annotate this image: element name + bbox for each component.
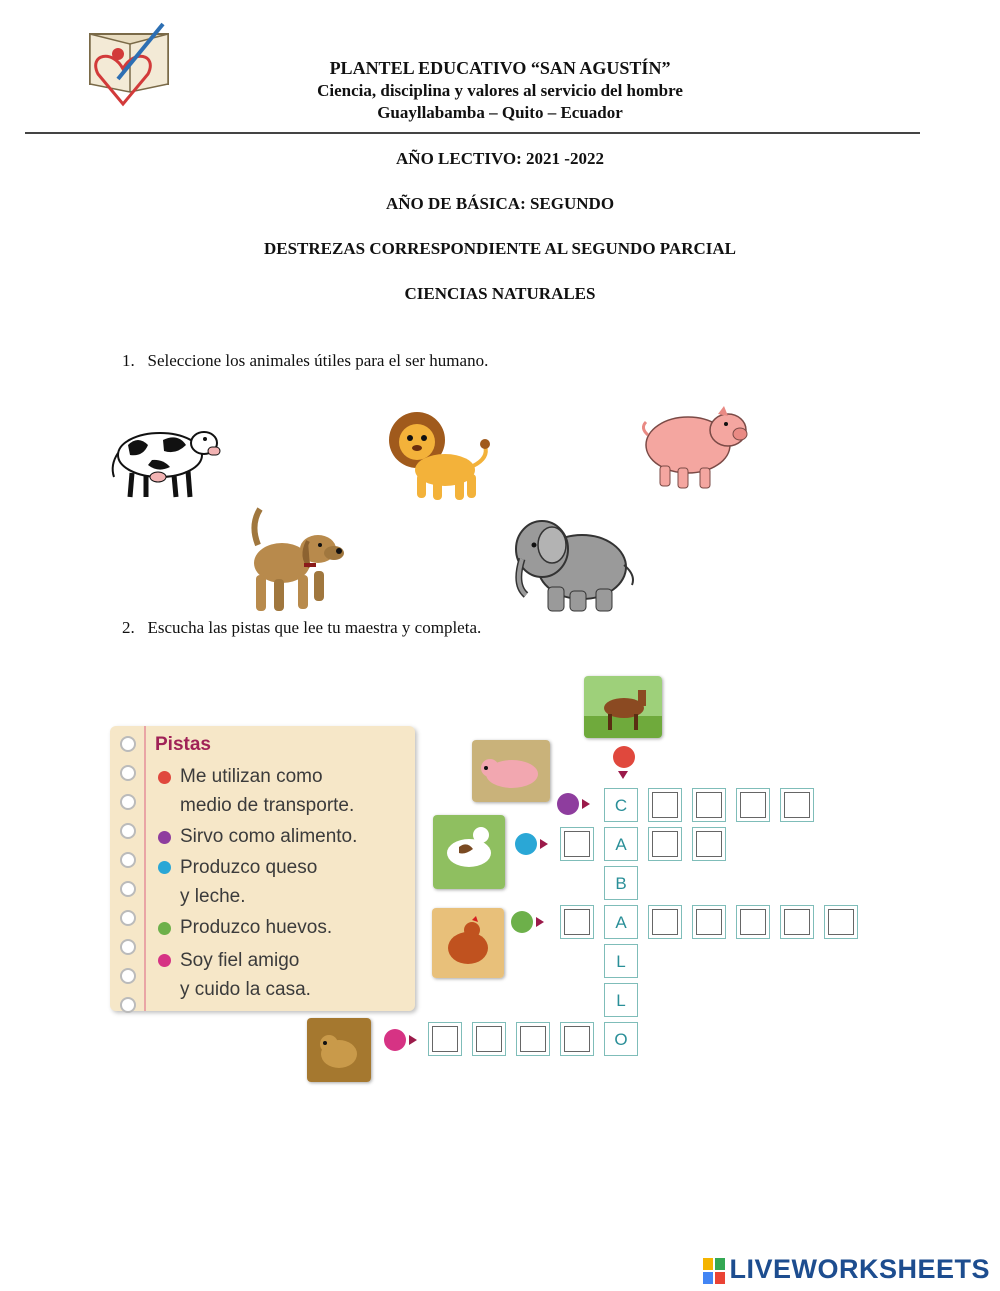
- crossword-letter: B: [604, 866, 638, 900]
- dog-icon[interactable]: [242, 505, 347, 615]
- crossword-cell[interactable]: [780, 905, 814, 939]
- clue-1-line-1: Me utilizan como: [180, 766, 323, 787]
- dog-picture-icon: [307, 1018, 371, 1082]
- crossword-letter: L: [604, 983, 638, 1017]
- crossword-cell[interactable]: [428, 1022, 462, 1056]
- question-2: [122, 618, 481, 638]
- crossword-cell[interactable]: [692, 905, 726, 939]
- crossword-cell[interactable]: [472, 1022, 506, 1056]
- crossword-letter: L: [604, 944, 638, 978]
- question-1: [122, 351, 488, 371]
- crossword-cell[interactable]: [692, 788, 726, 822]
- right-arrow-icon: [536, 917, 544, 927]
- crossword-cell[interactable]: [692, 827, 726, 861]
- question-2-number: 2.: [122, 618, 135, 637]
- crossword-letter: O: [604, 1022, 638, 1056]
- school-name: PLANTEL EDUCATIVO “SAN AGUSTÍN”: [329, 58, 671, 78]
- crossword-cell[interactable]: [648, 905, 682, 939]
- clue-5: [180, 946, 311, 1004]
- right-arrow-icon: [540, 839, 548, 849]
- crossword-cell[interactable]: [648, 827, 682, 861]
- school-year: AÑO LECTIVO: 2021 -2022: [396, 149, 604, 168]
- elephant-icon[interactable]: [512, 515, 642, 615]
- right-arrow-icon: [582, 799, 590, 809]
- grade-level: AÑO DE BÁSICA: SEGUNDO: [385, 194, 615, 213]
- clue-3-line-1: Produzco queso: [180, 857, 318, 878]
- crossword-cell[interactable]: [560, 905, 594, 939]
- ring-icon: [120, 968, 136, 984]
- liveworksheets-text: LIVEWORKSHEETS: [729, 1254, 990, 1284]
- crossword-cell[interactable]: [780, 788, 814, 822]
- crossword-cell[interactable]: [736, 905, 770, 939]
- clue-3-marker-icon: [515, 833, 537, 855]
- clue-4-bullet-icon: [158, 922, 171, 935]
- crossword-cell[interactable]: [516, 1022, 550, 1056]
- ring-icon: [120, 910, 136, 926]
- clues-title: Pistas: [155, 734, 211, 755]
- clue-1-marker-icon: [613, 746, 635, 768]
- cow-icon[interactable]: [108, 415, 223, 500]
- question-2-text: Escucha las pistas que lee tu maestra y completa.: [147, 618, 482, 637]
- cow-picture-icon: [433, 815, 505, 889]
- clue-1: [180, 762, 354, 820]
- crossword-cell[interactable]: [560, 1022, 594, 1056]
- ring-icon: [120, 852, 136, 868]
- pig-icon[interactable]: [640, 400, 750, 492]
- ring-icon: [120, 881, 136, 897]
- subject-title: CIENCIAS NATURALES: [404, 284, 596, 303]
- clue-5-marker-icon: [384, 1029, 406, 1051]
- ring-icon: [120, 765, 136, 781]
- header-divider: [25, 132, 920, 134]
- lion-icon[interactable]: [385, 408, 495, 503]
- clue-3: [180, 853, 317, 911]
- crossword-cell[interactable]: [648, 788, 682, 822]
- liveworksheets-badge-icon: [703, 1258, 725, 1284]
- crossword-cell[interactable]: [824, 905, 858, 939]
- clue-2-marker-icon: [557, 793, 579, 815]
- crossword-cell[interactable]: [736, 788, 770, 822]
- clue-2-bullet-icon: [158, 831, 171, 844]
- school-motto: Ciencia, disciplina y valores al servicio del hombre: [317, 81, 683, 100]
- ring-icon: [120, 997, 136, 1013]
- question-1-number: 1.: [122, 351, 135, 370]
- clue-3-line-2: y leche.: [180, 886, 246, 907]
- clue-2: Sirvo como alimento.: [180, 826, 358, 847]
- liveworksheets-logo: [703, 1254, 990, 1285]
- horse-picture-icon: [584, 676, 662, 738]
- clue-5-line-1: Soy fiel amigo: [180, 950, 300, 971]
- notebook-rings: [120, 736, 136, 1026]
- hen-picture-icon: [432, 908, 504, 978]
- clue-5-line-2: y cuido la casa.: [180, 979, 311, 1000]
- notebook-margin-line: [144, 726, 146, 1011]
- crossword-letter: C: [604, 788, 638, 822]
- clue-4: Produzco huevos.: [180, 917, 333, 938]
- crossword-cell[interactable]: [560, 827, 594, 861]
- ring-icon: [120, 794, 136, 810]
- crossword-letter: A: [604, 827, 638, 861]
- right-arrow-icon: [409, 1035, 417, 1045]
- ring-icon: [120, 736, 136, 752]
- ring-icon: [120, 823, 136, 839]
- clue-3-bullet-icon: [158, 861, 171, 874]
- clue-1-line-2: medio de transporte.: [180, 795, 355, 816]
- clue-4-marker-icon: [511, 911, 533, 933]
- down-arrow-icon: [618, 771, 628, 779]
- skills-title: DESTREZAS CORRESPONDIENTE AL SEGUNDO PARCIAL: [263, 239, 736, 258]
- clue-1-bullet-icon: [158, 771, 171, 784]
- question-1-text: Seleccione los animales útiles para el ser humano.: [147, 351, 489, 370]
- school-location: Guayllabamba – Quito – Ecuador: [377, 103, 623, 122]
- ring-icon: [120, 939, 136, 955]
- crossword-letter: A: [604, 905, 638, 939]
- clue-5-bullet-icon: [158, 954, 171, 967]
- pig-picture-icon: [472, 740, 550, 802]
- clues-card: [110, 726, 415, 1011]
